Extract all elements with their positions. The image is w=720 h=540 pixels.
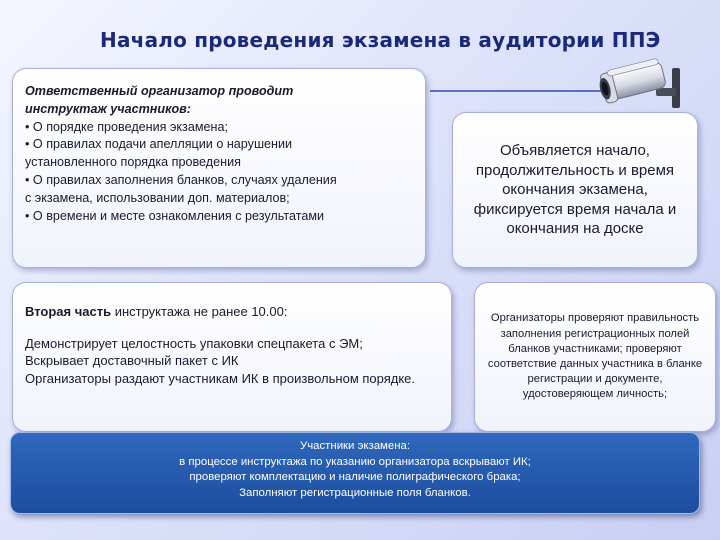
- second-part-line: Демонстрирует целостность упаковки спецпакета с ЭМ;: [25, 335, 363, 351]
- participants-banner: [10, 432, 700, 514]
- participants-banner-line: Заполняют регистрационные поля бланков.: [239, 486, 471, 499]
- instruction-line: • О порядке проведения экзамена;: [25, 119, 228, 134]
- slide-title: Начало проведения экзамена в аудитории ППЭ: [100, 28, 661, 52]
- instruction-heading: [25, 83, 415, 119]
- participants-banner-heading: Участники экзамена:: [299, 440, 411, 452]
- second-part-intro: [25, 303, 439, 321]
- second-part-line: Организаторы раздают участникам ИК в произвольном порядке.: [25, 370, 416, 386]
- exam-start-card: [452, 112, 698, 268]
- instruction-line: • О правилах заполнения бланков, случаях удаления: [25, 172, 337, 187]
- participants-banner-line: в процессе инструктажа по указанию организатора вскрывают ИК;: [179, 455, 531, 468]
- instruction-heading-line: инструктаж участников:: [25, 101, 191, 116]
- exam-start-text: Объявляется начало, продолжительность и время окончания экзамена, фиксируется время начала и окончания на доске: [473, 142, 677, 238]
- second-part-line: Вскрывает доставочный пакет с ИК: [25, 353, 239, 368]
- instruction-card: [12, 68, 426, 268]
- title-underline: [430, 90, 620, 92]
- participants-banner-line: проверяют комплектацию и наличие полиграфического брака;: [189, 471, 521, 483]
- instruction-heading-line: Ответственный организатор проводит: [25, 84, 294, 98]
- second-part-label: Вторая часть: [25, 304, 112, 319]
- security-camera-icon: [596, 54, 688, 118]
- instruction-line: • О времени и месте ознакомления с результатами: [25, 208, 325, 223]
- second-part-card: [12, 282, 452, 432]
- organizers-check-card: [474, 282, 716, 432]
- instruction-line: • О правилах подачи апелляции о нарушении: [25, 137, 293, 152]
- second-part-time: инструктажа не ранее 10.00:: [111, 304, 288, 319]
- instruction-line: установленного порядка проведения: [25, 155, 241, 170]
- organizers-check-text: Организаторы проверяют правильность заполнения регистрационных полей бланков участниками; проверяют соответствие данных участника в бланке регистрации и документе, удостоверяющем личность;: [487, 312, 703, 401]
- instruction-line: с экзамена, использовании доп. материалов;: [25, 190, 290, 205]
